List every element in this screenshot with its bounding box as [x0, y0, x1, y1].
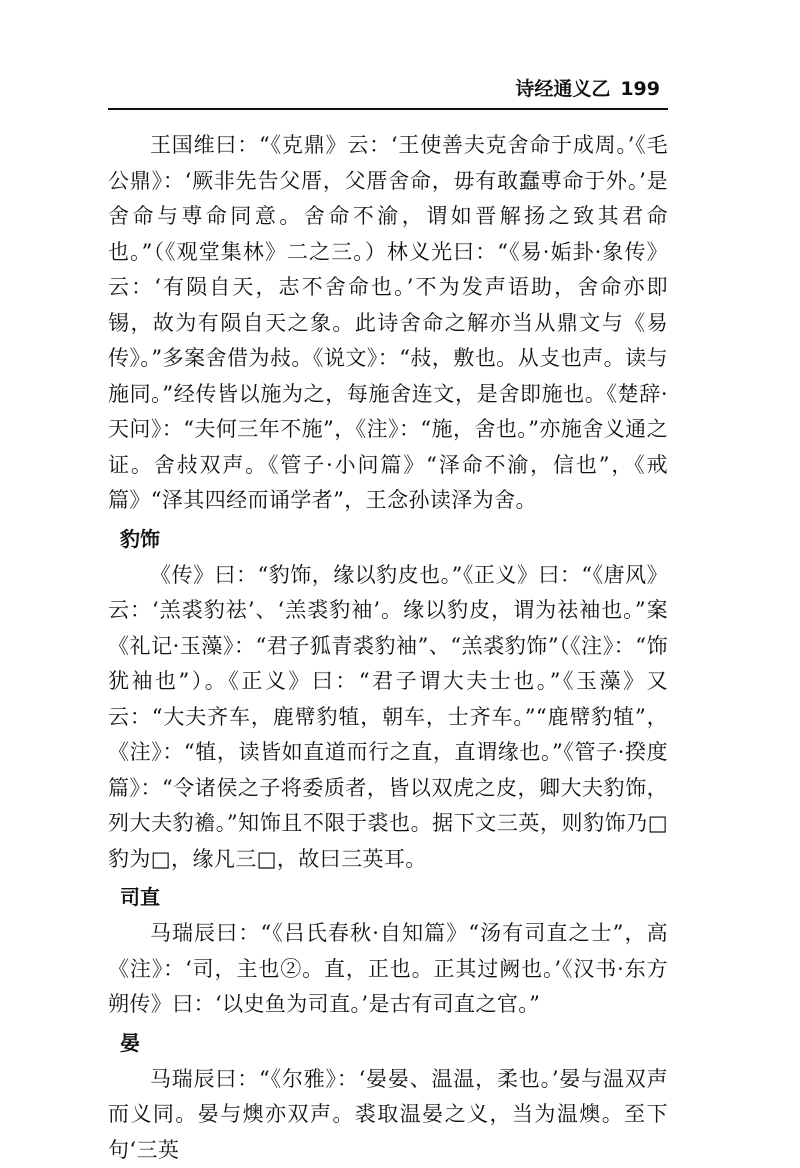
running-header — [480, 74, 660, 104]
paragraph-wang-guowei: 王国维曰：“《克鼎》云：‘王使善夫克舍命于成周。’《毛公鼎》：‘厥非先告父厝，父厝舍命，毋有敢蠢尃命于外。’是舍命与尃命同意。舍命不渝，谓如晋解扬之致其君命也。”（《观堂集林》二之三。）林义光曰：“《易·姤卦·象传》云：‘有陨自天，志不舍命也。’不为发声语助，舍命亦即锡，故为有陨自天之象。此诗舍命之解亦当从鼎文与《易传》。”多案舍借为敊。《说文》：“敊，敷也。从攴也声。读与施同。”经传皆以施为之，每施舍连文，是舍即施也。《楚辞·天问》：“夫何三年不施”，《注》：“施，舍也。”亦施舍义通之证。舍敊双声。《管子·小问篇》“泽命不渝，信也”，《戒篇》“泽其四经而诵学者”，王念孙读泽为舍。 — [108, 128, 668, 519]
page-number: 199 — [620, 78, 660, 100]
paragraph-sizhi: 马瑞辰曰：“《吕氏春秋·自知篇》“汤有司直之士”，高《注》：‘司，主也②。直，正也。正其过阙也。’《汉书·东方朔传》曰：‘以史鱼为司直。’是古有司直之官。” — [108, 916, 668, 1023]
section-heading-baoshi: 豹饰 — [108, 521, 668, 558]
paragraph-baoshi: 《传》曰：“豹饰，缘以豹皮也。”《正义》曰：“《唐风》云：‘羔裘豹祛’、‘羔裘豹袖’。缘以豹皮，谓为祛袖也。”案《礼记·玉藻》：“君子狐青裘豹袖”、“羔裘豹饰”（《注》：“饰犹袖也”）。《正义》曰：“君子谓大夫士也。”《玉藻》又云：“大夫齐车，鹿幦豹犆，朝车，士齐车。”“鹿幦豹犆”，《注》：“犆，读皆如直道而行之直，直谓缘也。”《管子·揆度篇》：“令诸侯之子将委质者，皆以双虎之皮，卿大夫豹饰，列大夫豹襜。”知饰且不限于裘也。据下文三英，则豹饰乃□豹为□，缘凡三□，故曰三英耳。 — [108, 558, 668, 878]
paragraph-yan: 马瑞辰曰：“《尔雅》：‘晏晏、温温，柔也。’晏与温双声而义同。晏与燠亦双声。裘取温晏之义，当为温燠。至下句‘三英 — [108, 1062, 668, 1168]
page-body — [108, 128, 668, 1168]
book-title: 诗经通义乙 — [515, 78, 610, 100]
header-rule — [108, 108, 668, 110]
section-heading-sizhi: 司直 — [108, 879, 668, 916]
section-heading-yan: 晏 — [108, 1025, 668, 1062]
